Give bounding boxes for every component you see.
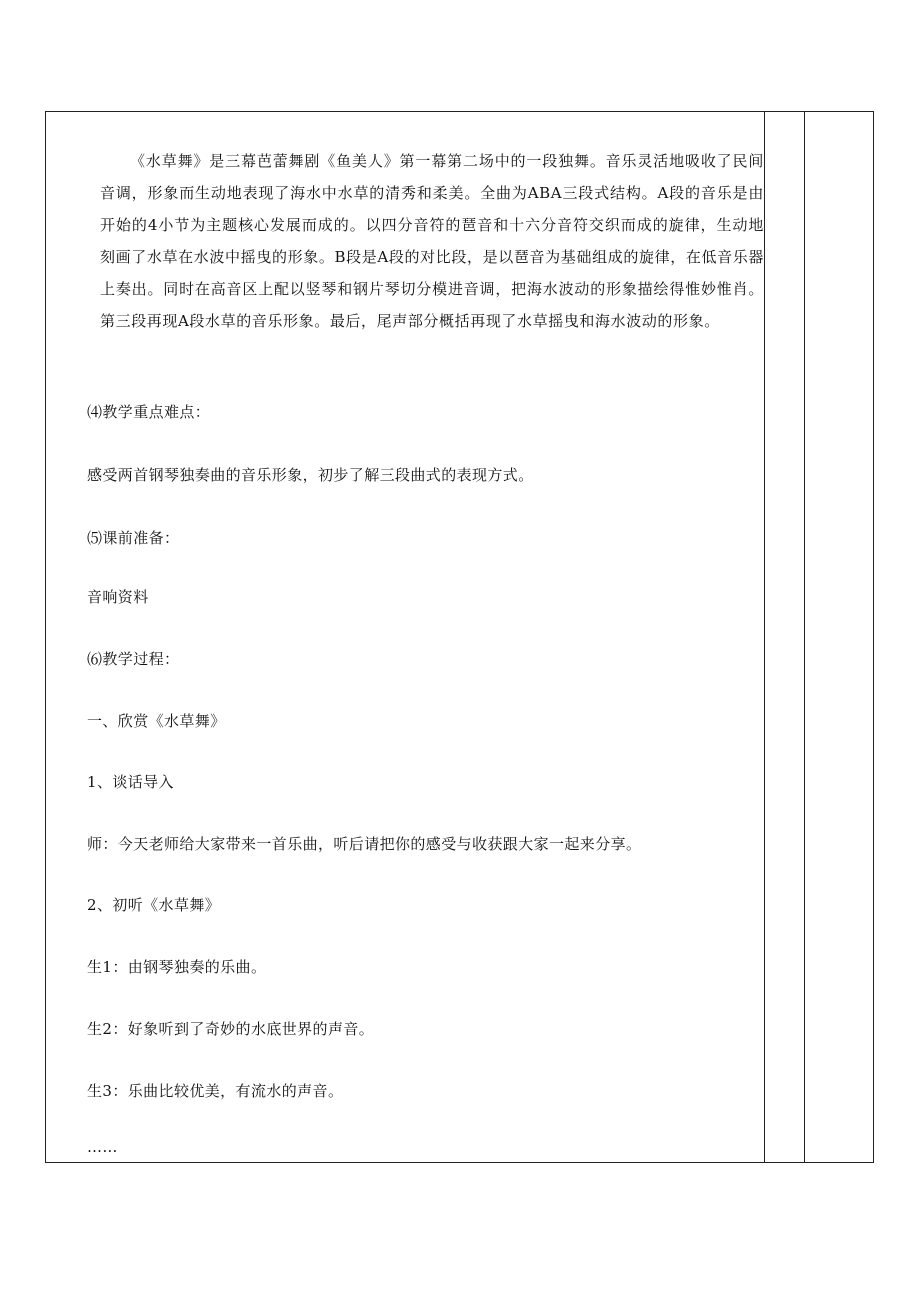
intro-paragraph: 《水草舞》是三幕芭蕾舞剧《鱼美人》第一幕第二场中的一段独舞。音乐灵活地吸收了民间音调，形象而生动地表现了海水中水草的清秀和柔美。全曲为ABA三段式结构。A段的音乐是由开始的4小节为主题核心发展而成的。以四分音符的琶音和十六分音符交织而成的旋律，生动地刻画了水草在水波中摇曳的形象。B段是A段的对比段，是以琶音为基础组成的旋律，在低音乐器上奏出。同时在高音区上配以竖琴和钢片琴切分模进音调，把海水波动的形象描绘得惟妙惟肖。第三段再现A段水草的音乐形象。最后，尾声部分概括再现了水草摇曳和海水波动的形象。 (100, 152, 764, 330)
key-points-heading: ⑷教学重点难点： (87, 403, 211, 421)
student-two-line: 生2：好象听到了奇妙的水底世界的声音。 (87, 1020, 375, 1038)
column-divider-1 (764, 112, 765, 1162)
section-one-heading: 一、欣赏《水草舞》 (87, 712, 226, 730)
step-one-heading: 1、谈话导入 (87, 773, 174, 791)
key-points-text: 感受两首钢琴独奏曲的音乐形象，初步了解三段曲式的表现方式。 (87, 466, 534, 484)
preparation-heading: ⑸课前准备： (87, 529, 180, 547)
student-three-line: 生3：乐曲比较优美，有流水的声音。 (87, 1082, 344, 1100)
ellipsis: …… (87, 1138, 118, 1156)
student-one-line: 生1：由钢琴独奏的乐曲。 (87, 958, 267, 976)
teacher-line: 师：今天老师给大家带来一首乐曲，听后请把你的感受与收获跟大家一起来分享。 (87, 835, 642, 853)
column-divider-2 (804, 112, 805, 1162)
step-two-heading: 2、初听《水草舞》 (87, 896, 221, 914)
preparation-text: 音响资料 (87, 588, 149, 606)
process-heading: ⑹教学过程： (87, 650, 180, 668)
